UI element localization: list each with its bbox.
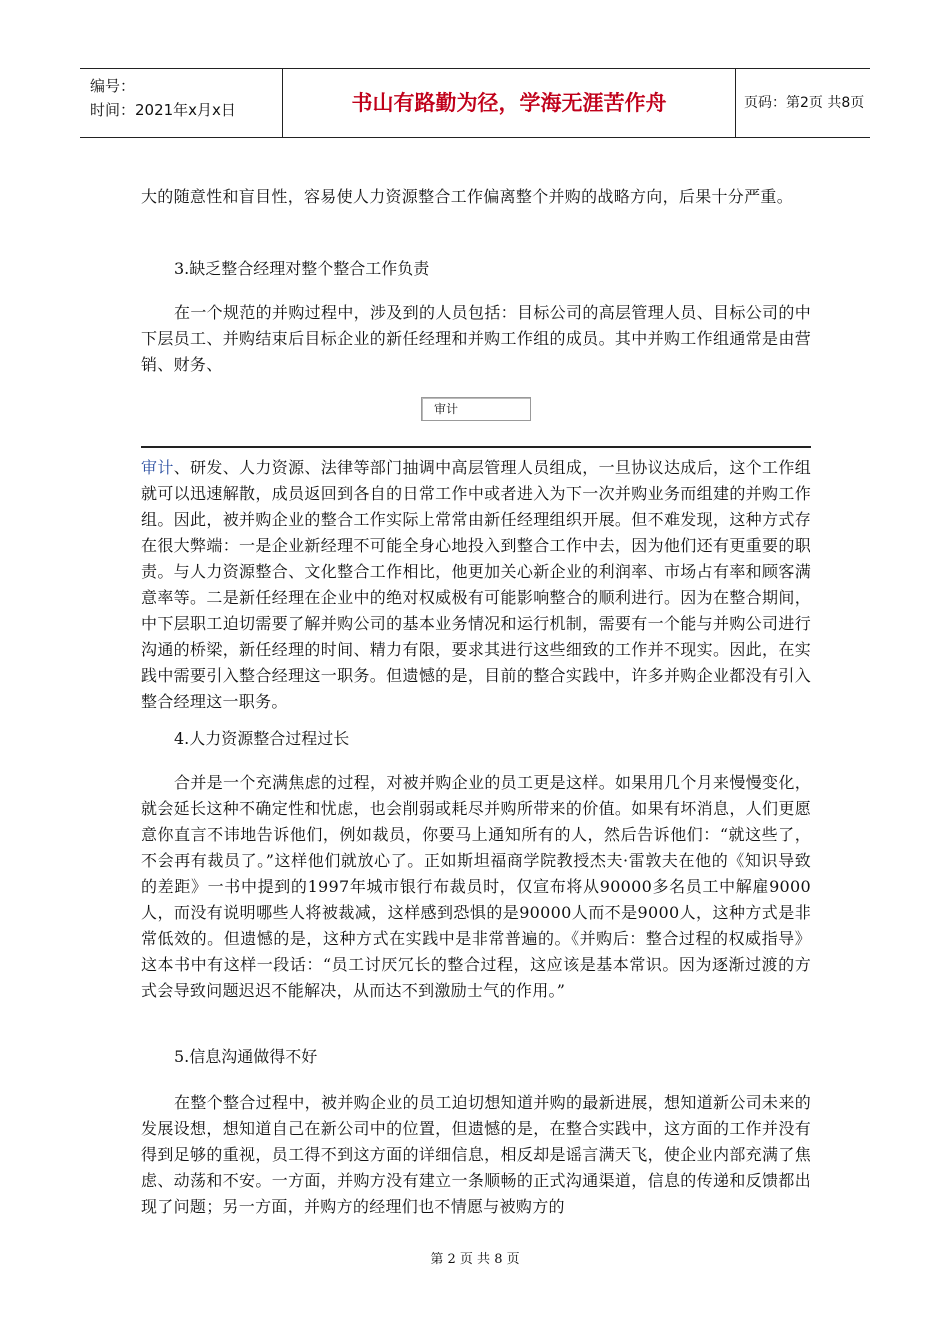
paragraph-continued: 大的随意性和盲目性，容易使人力资源整合工作偏离整个并购的战略方向，后果十分严重。 (141, 187, 794, 206)
audit-link[interactable]: 审计 (141, 458, 174, 477)
paragraph-section-3-intro: 在一个规范的并购过程中，涉及到的人员包括：目标公司的高层管理人员、目标公司的中下层员工、并购结束后目标企业的新任经理和并购工作组的成员。其中并购工作组通常是由营销、财务、 (141, 303, 811, 374)
section-heading-4: 4.人力资源整合过程过长 (174, 729, 350, 748)
header-motto: 书山有路勤为径，学海无涯苦作舟 (282, 69, 736, 137)
page-header (80, 68, 870, 138)
document-number-label: 编号： (90, 77, 136, 95)
section-heading-5: 5.信息沟通做得不好 (174, 1047, 318, 1066)
paragraph-section-3-text: 、研发、人力资源、法律等部门抽调中高层管理人员组成，一旦协议达成后，这个工作组就可以迅速解散，成员返回到各自的日常工作中或者进入为下一次并购业务而组建的并购工作组。因此，被并购企业的整合工作实际上常常由新任经理组织开展。但不难发现，这种方式存在很大弊端：一是企业新经理不可能全身心地投入到整合工作中去，因为他们还有更重要的职责。与人力资源整合、文化整合工作相比，他更加关心新企业的利润率、市场占有率和顾客满意率等。二是新任经理在企业中的绝对权威极有可能影响整合的顺利进行。因为在整合期间，中下层职工迫切需要了解并购公司的基本业务情况和运行机制，需要有一个能与并购公司进行沟通的桥梁，新任经理的时间、精力有限，要求其进行这些细致的工作并不现实。因此，在实践中需要引入整合经理这一职务。但遗憾的是，目前的整合实践中，许多并购企业都没有引入整合经理这一职务。 (141, 458, 811, 711)
divider-rule (141, 446, 811, 448)
document-time-label: 时间：2021年x月x日 (90, 101, 236, 119)
section-heading-3: 3.缺乏整合经理对整个整合工作负责 (174, 259, 430, 278)
paragraph-section-5: 在整个整合过程中，被并购企业的员工迫切想知道并购的最新进展，想知道新公司未来的发展设想，想知道自己在新公司中的位置，但遗憾的是，在整合实践中，这方面的工作并没有得到足够的重视，员工得不到这方面的详细信息，相反却是谣言满天飞，使企业内部充满了焦虑、动荡和不安。一方面，并购方没有建立一条顺畅的正式沟通渠道，信息的传递和反馈都出现了问题；另一方面，并购方的经理们也不情愿与被购方的 (141, 1093, 811, 1216)
paragraph-section-4: 合并是一个充满焦虑的过程，对被并购企业的员工更是这样。如果用几个月来慢慢变化，就会延长这种不确定性和忧虑，也会削弱或耗尽并购所带来的价值。如果有坏消息，人们更愿意你直言不讳地告诉他们，例如裁员，你要马上通知所有的人，然后告诉他们：“就这些了，不会再有裁员了。”这样他们就放心了。正如斯坦福商学院教授杰夫·雷敦夫在他的《知识导致的差距》一书中提到的1997年城市银行布裁员时，仅宣布将从90000多名员工中解雇9000人，而没有说明哪些人将被裁减，这样感到恐惧的是90000人而不是9000人，这种方式是非常低效的。但遗憾的是，这种方式在实践中是非常普遍的。《并购后：整合过程的权威指导》这本书中有这样一段话：“员工讨厌冗长的整合过程，这应该是基本常识。因为逐渐过渡的方式会导致问题迟迟不能解决，从而达不到激励士气的作用。” (141, 773, 811, 1000)
text-box-audit: 审计 (421, 397, 531, 421)
header-left-cell (80, 69, 282, 137)
page-footer: 第 2 页 共 8 页 (430, 1252, 520, 1267)
header-page-info: 页码：第2页 共8页 (744, 95, 865, 111)
paragraph-section-3-body (141, 455, 811, 715)
